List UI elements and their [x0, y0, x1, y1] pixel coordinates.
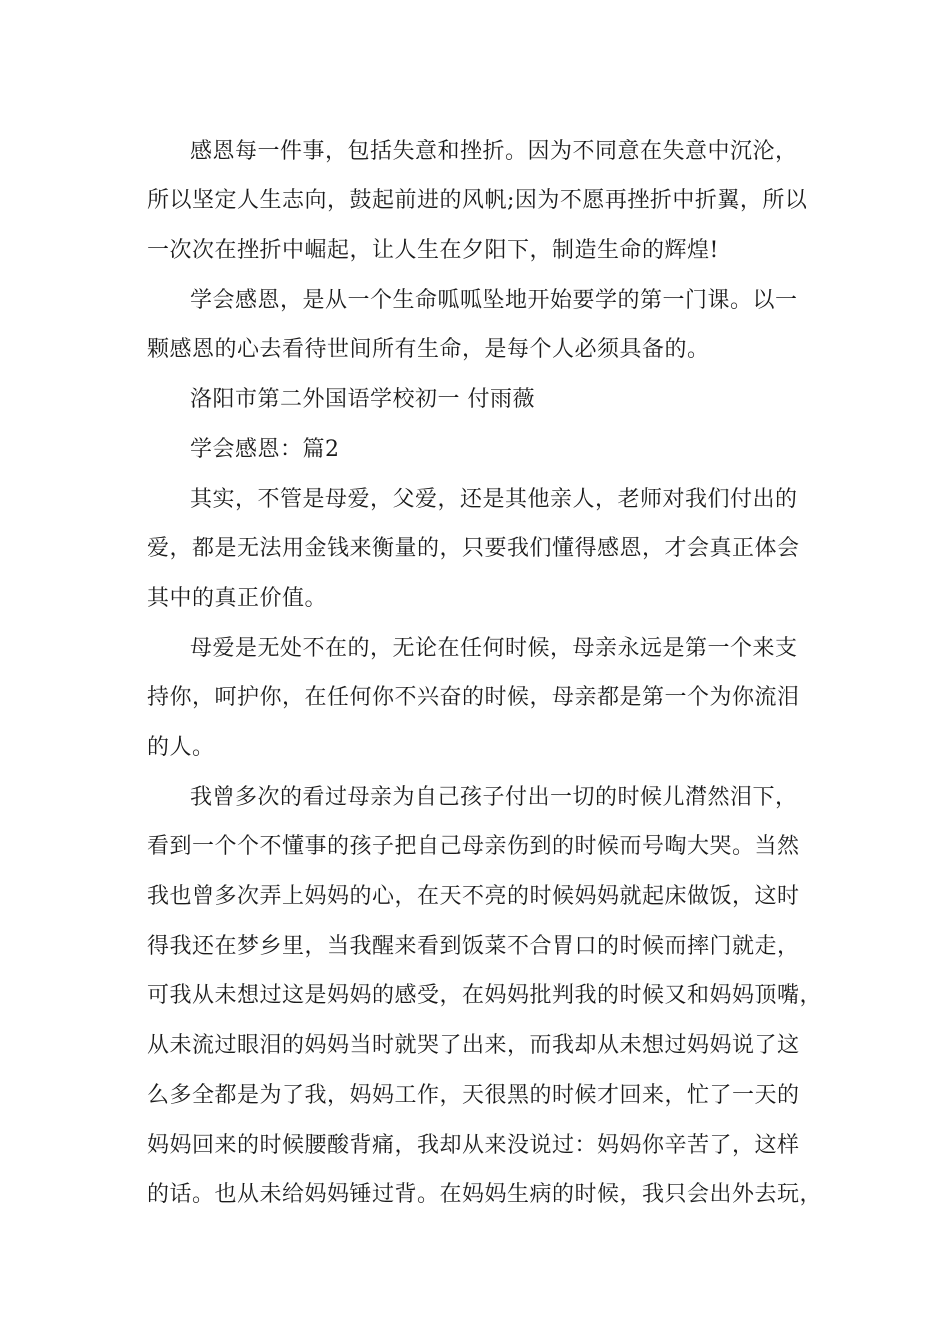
text-line: 么多全都是为了我，妈妈工作，天很黑的时候才回来，忙了一天的: [147, 1083, 800, 1108]
text-line: 的人。: [147, 735, 215, 760]
text-line: 所以坚定人生志向，鼓起前进的风帆;因为不愿再挫折中折翼，所以: [147, 188, 808, 213]
text-line: 母爱是无处不在的，无论在任何时候，母亲永远是第一个来支: [190, 636, 798, 661]
text-line: 其实，不管是母爱，父爱，还是其他亲人，老师对我们付出的: [190, 487, 798, 512]
text-line: 一次次在挫折中崛起，让人生在夕阳下，制造生命的辉煌!: [147, 238, 719, 263]
text-line: 其中的真正价值。: [147, 586, 328, 611]
text-line: 得我还在梦乡里，当我醒来看到饭菜不合胃口的时候而摔门就走，: [147, 934, 800, 959]
text-line: 持你，呵护你，在任何你不兴奋的时候，母亲都是第一个为你流泪: [147, 685, 800, 710]
text-line: 感恩每一件事，包括失意和挫折。因为不同意在失意中沉沦，: [190, 139, 798, 164]
text-line: 学会感恩，是从一个生命呱呱坠地开始要学的第一门课。以一: [190, 288, 798, 313]
author-line: 洛阳市第二外国语学校初一 付雨薇: [190, 387, 535, 412]
text-line: 妈妈回来的时候腰酸背痛，我却从来没说过：妈妈你辛苦了，这样: [147, 1133, 800, 1158]
text-line: 的话。也从未给妈妈锤过背。在妈妈生病的时候，我只会出外去玩，: [147, 1182, 823, 1207]
section-heading: 学会感恩：篇2: [190, 437, 340, 462]
text-line: 可我从未想过这是妈妈的感受，在妈妈批判我的时候又和妈妈顶嘴，: [147, 983, 823, 1008]
text-line: 我曾多次的看过母亲为自己孩子付出一切的时候儿潸然泪下，: [190, 785, 798, 810]
text-line: 我也曾多次弄上妈妈的心，在天不亮的时候妈妈就起床做饭，这时: [147, 884, 800, 909]
text-line: 颗感恩的心去看待世间所有生命，是每个人必须具备的。: [147, 337, 710, 362]
text-line: 看到一个个不懂事的孩子把自己母亲伤到的时候而号啕大哭。当然: [147, 834, 800, 859]
text-line: 爱，都是无法用金钱来衡量的，只要我们懂得感恩，才会真正体会: [147, 536, 800, 561]
text-line: 从未流过眼泪的妈妈当时就哭了出来，而我却从未想过妈妈说了这: [147, 1033, 800, 1058]
